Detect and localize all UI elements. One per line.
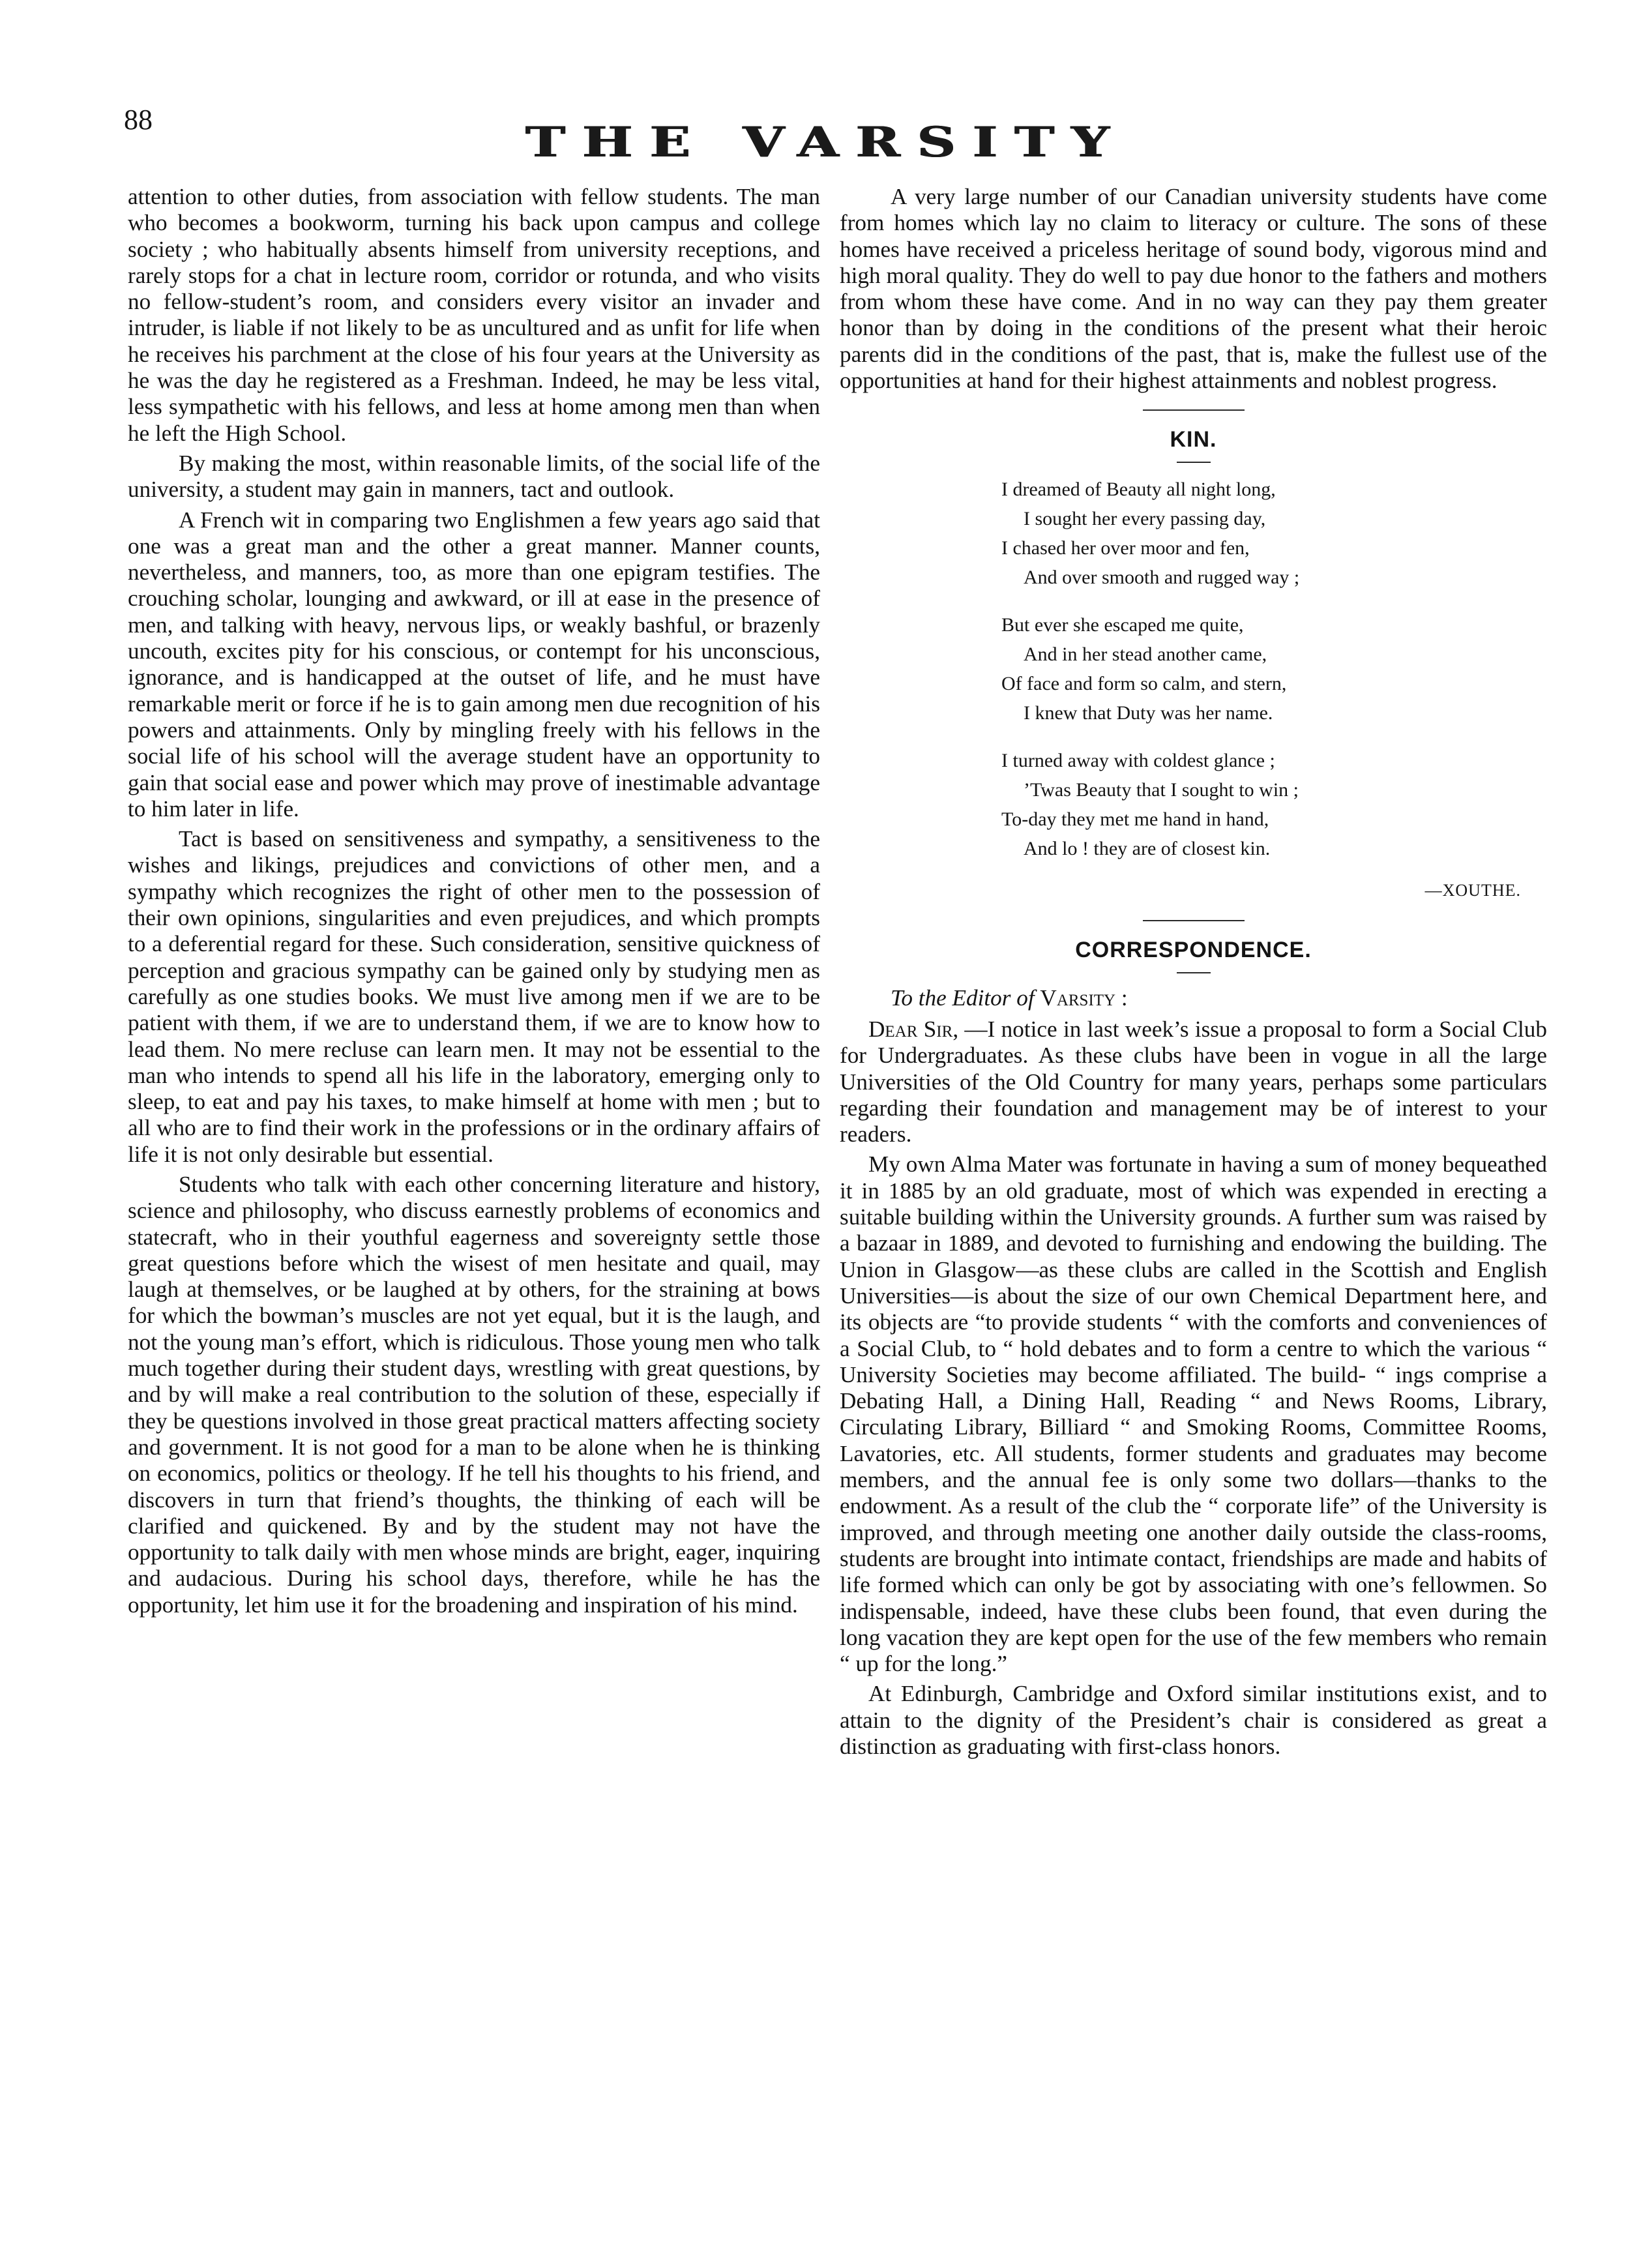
masthead-title: THE VARSITY <box>525 117 1127 167</box>
title-underline <box>1177 972 1211 973</box>
article-paragraph: By making the most, within reasonable limits, of the social life of the university, a student may gain in manners, tact and outlook. <box>128 450 820 503</box>
masthead <box>0 111 1652 173</box>
poem-line: To-day they met me hand in hand, <box>1001 808 1269 831</box>
poem-line: I turned away with coldest glance ; <box>1001 750 1275 772</box>
poem-line: And lo ! they are of closest kin. <box>1024 838 1271 860</box>
poem-stanza <box>1001 475 1547 592</box>
poem-line: And over smooth and rugged way ; <box>1024 567 1300 589</box>
letter-paragraph <box>840 1016 1547 1148</box>
poem-line: Of face and form so calm, and stern, <box>1001 673 1287 695</box>
letter-opening: Dear Sir <box>868 1016 953 1042</box>
page-number: 88 <box>124 104 153 136</box>
letter-salutation <box>840 985 1547 1011</box>
salutation-prefix: To the Editor of <box>891 985 1035 1011</box>
poem-line: But ever she escaped me quite, <box>1001 614 1244 636</box>
title-underline <box>1177 462 1211 463</box>
poem-line: ’Twas Beauty that I sought to win ; <box>1024 779 1299 801</box>
section-divider <box>1143 409 1245 411</box>
poem-stanza <box>1001 746 1547 863</box>
poem-line: And in her stead another came, <box>1024 644 1267 666</box>
poem-line: I sought her every passing day, <box>1024 508 1266 530</box>
article-paragraph: attention to other duties, from association with fellow students. The man who becomes a bookworm, turning his back upon campus and college society ; who habitually absents himself from university receptions, and rarely stops for a chat in lecture room, corridor or rotunda, and who visits no fellow-student’s room, and considers every visitor an invader and intruder, is liable if not likely to be as uncultured and as unfit for life when he receives his parchment at the close of his four years at the University as he was the day he registered as a Freshman. Indeed, he may be less vital, less sympathetic with his fellows, and less at home among men than when he left the High School. <box>128 184 820 446</box>
poem-title: KIN. <box>1170 427 1217 452</box>
article-paragraph: Students who talk with each other concerning literature and history, science and philosophy, who discuss earnestly problems of economics and statecraft, who in their youthful eagerness and sovereignty settle those great questions before which the wisest of men hesitate and quail, may laugh at themselves, or be laughed at by others, for the straining at bows for which the bowman’s muscles are not yet equal, but it is the laugh, and not the young man’s effort, which is ridiculous. Those young men who talk much together during their student days, wrestling with great questions, by and by will make a real contribution to the solution of these, especially if they be questions involved in those great practical matters affecting society and government. It is not good for a man to be alone when he is thinking on economics, politics or theology. If he tell his thoughts to his friend, and discovers in turn that friend’s thoughts, the thinking of each will be clarified and quickened. By and by the student may not have the opportunity to talk daily with men whose minds are bright, eager, inquiring and audacious. During his school days, therefore, while he has the opportunity, let him use it for the broadening and inspiration of his mind. <box>128 1171 820 1618</box>
poem-line: I chased her over moor and fen, <box>1001 537 1250 559</box>
letter-paragraph: My own Alma Mater was fortunate in having a sum of money bequeathed it in 1885 by an old graduate, most of which was expended in erecting a suitable building within the University grounds. A further sum was raised by a bazaar in 1889, and devoted to furnishing and endowing the building. The Union in Glasgow—as these clubs are called in the Scottish and English Universities—is about the size of our own Chemical Department here, and its objects are “to provide students “ with the comforts and conveniences of a Social Club, to “ hold debates and to form a centre to which the various “ University Societies may become affiliated. The build- “ ings comprise a Debating Hall, a Dining Hall, Reading “ and News Rooms, Library, Circulating Library, Billiard “ and Smoking Rooms, Committee Rooms, Lavatories, etc. All students, former students and graduates may become members, and the annual fee is only some two dollars—thanks to the endowment. As a result of the club the “ corporate life” of the University is improved, and through meeting one another daily outside the class-rooms, students are brought into intimate contact, friendships are made and habits of life formed which can only be got by associating with one’s fellowmen. So indispensable, indeed, have these clubs been found, that even during the long vacation they are kept open for the use of the few members who remain “ up for the long.” <box>840 1151 1547 1677</box>
right-column <box>840 184 1547 1760</box>
poem-author: —XOUTHE. <box>1424 881 1521 900</box>
poem-line: I knew that Duty was her name. <box>1024 702 1273 724</box>
article-paragraph: A very large number of our Canadian university students have come from homes which lay no claim to literacy or culture. The sons of these homes have received a priceless heritage of sound body, vigorous mind and high moral quality. They do well to pay due honor to the fathers and mothers from whom these have come. And in no way can they pay them greater honor than by doing in the conditions of the present what their heroic parents did in the conditions of the past, that is, make the fullest use of the opportunities at hand for their highest attainments and noblest progress. <box>840 184 1547 394</box>
letter-text: , —I notice in last week’s issue a proposal to form a Social Club for Undergraduates. As these clubs have been in vogue in all the large Universities of the Old Country for many years, perhaps some particulars regarding their foundation and management may be of interest to your readers. <box>840 1016 1547 1148</box>
article-paragraph: Tact is based on sensitiveness and sympathy, a sensitiveness to the wishes and likings, prejudices and convictions of other men, and a sympathy which recognizes the right of other men to the possession of their own opinions, singularities and even prejudices, and which prompts to a deferential regard for these. Such consideration, sensitive quickness of perception and gracious sympathy can be gained only by studying men as carefully as one studies books. We must live among men if we are to be patient with them, if we are to understand them, if we are to know how to lead them. No mere recluse can learn men. It may not be essential to the man who intends to spend all his life in the laboratory, emerging only to sleep, to eat and pay his taxes, to make himself at home with men ; but to all who are to find their work in the professions or in the ordinary affairs of life it is not only desirable but essential. <box>128 826 820 1167</box>
letter-paragraph: At Edinburgh, Cambridge and Oxford similar institutions exist, and to attain to the dignity of the President’s chair is considered as great a distinction as graduating with first-class honors. <box>840 1681 1547 1759</box>
salutation-suffix: : <box>1115 985 1128 1011</box>
poem-stanza <box>1001 610 1547 728</box>
poem-line: I dreamed of Beauty all night long, <box>1001 479 1276 501</box>
salutation-name: Varsity <box>1040 985 1116 1011</box>
poem <box>1001 475 1547 863</box>
section-divider <box>1143 920 1245 921</box>
correspondence-title: CORRESPONDENCE. <box>1075 937 1312 962</box>
left-column <box>128 184 820 1618</box>
article-paragraph: A French wit in comparing two Englishmen a few years ago said that one was a great man and the other a great manner. Manner counts, nevertheless, and manners, too, as more than one epigram testifies. The crouching scholar, lounging and awkward, or ill at ease in the presence of men, and talking with heavy, nervous lips, or weakly bashful, or brazenly uncouth, excites pity for his conscious, or contempt for his unconscious, ignorance, and is handicapped at the outset of life, and he must have remarkable merit or force if he is to gain among men due recognition of his powers and attainments. Only by mingling freely with his fellows in the social life of his school will the average student have an opportunity to gain that social ease and power which may prove of inestimable advantage to him later in life. <box>128 507 820 822</box>
